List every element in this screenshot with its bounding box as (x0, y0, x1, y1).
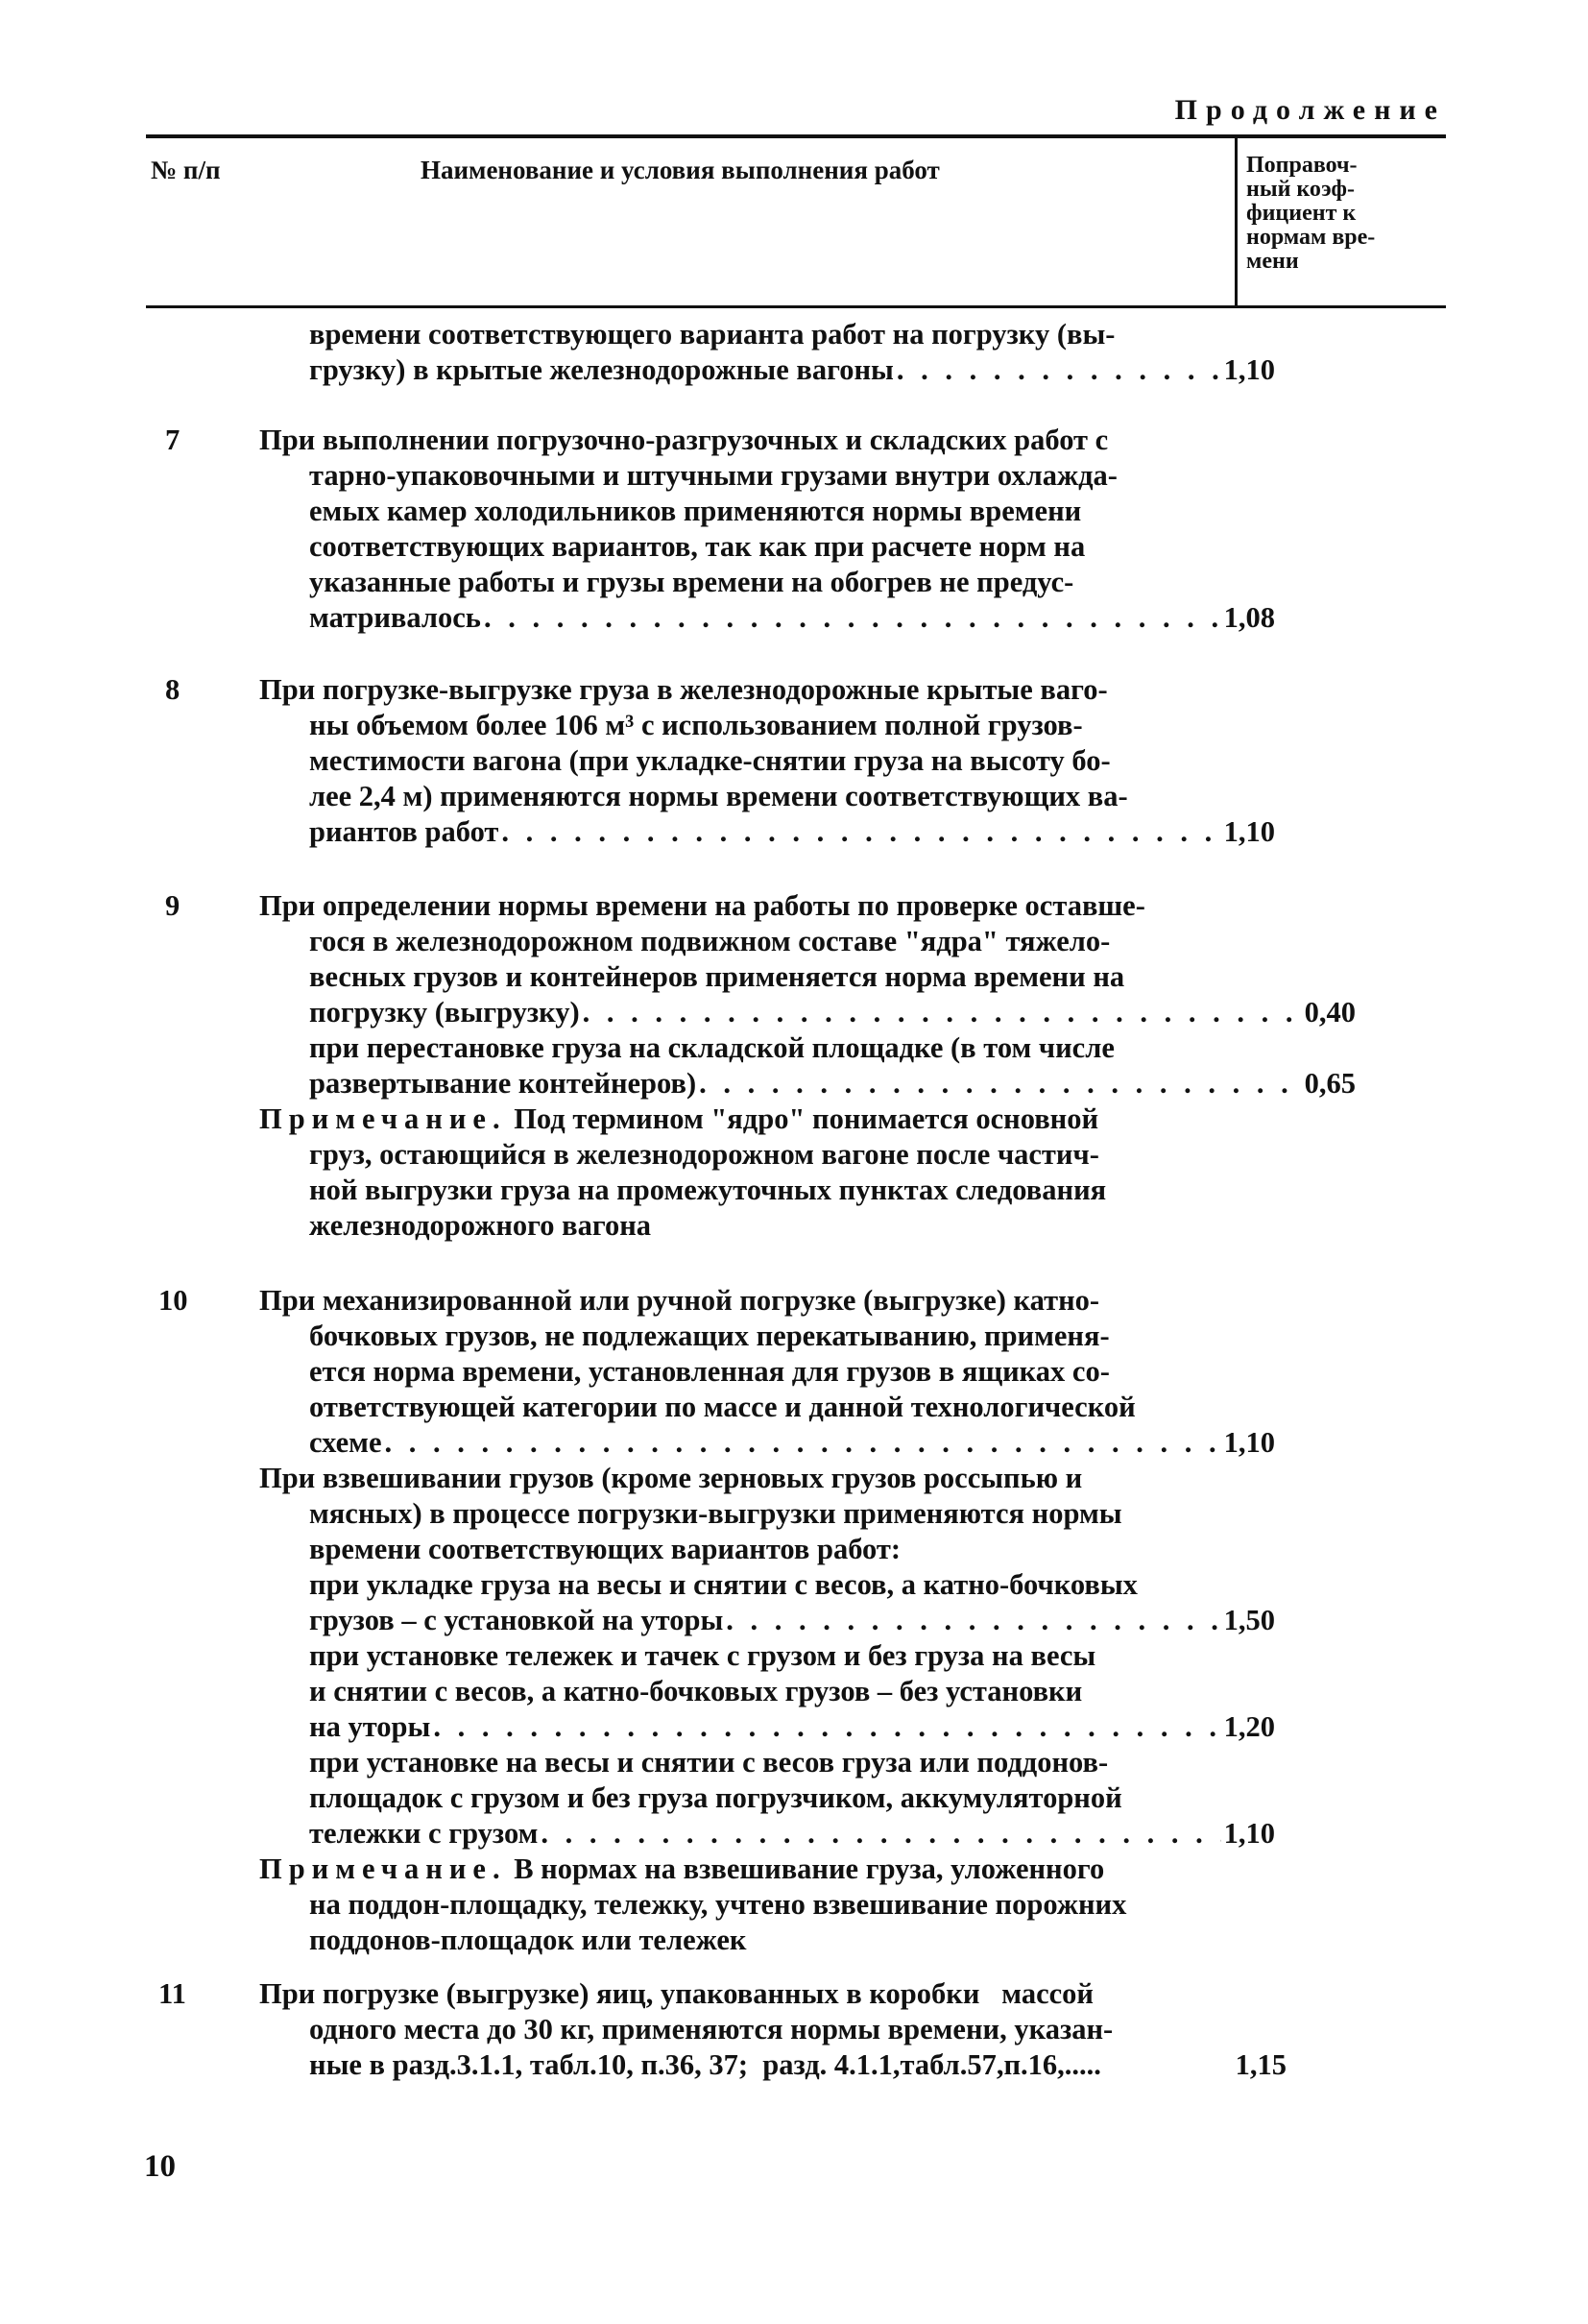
note-line: груз, остающийся в железнодорожном вагоне после частич- (309, 1138, 1099, 1171)
coefficient-value: 1,10 (1223, 1817, 1275, 1850)
row-text-line: тарно-упаковочными и штучными грузами внутри охлажда- (309, 459, 1118, 492)
row-text-line: при установке тележек и тачек с грузом и без груза на весы (309, 1639, 1096, 1672)
row-text-line: одного места до 30 кг, применяются нормы времени, указан- (309, 2013, 1114, 2046)
leader-text: грузку) в крытые железнодорожные вагоны (309, 353, 894, 386)
note-first-line (259, 1852, 1277, 1887)
row-leader-line (259, 1816, 1275, 1852)
row-text-line: мясных) в процессе погрузки-выгрузки применяются нормы (309, 1497, 1122, 1530)
note-first-line (259, 1101, 1277, 1137)
note-line: ной выгрузки груза на промежуточных пунктах следования (309, 1174, 1107, 1206)
header-coef-line: Поправоч- (1246, 153, 1358, 178)
coefficient-value: 1,15 (1235, 2048, 1287, 2081)
note-text: Под термином "ядро" понимается основной (514, 1102, 1099, 1135)
row-text-line: и снятии с весов, а катно-бочковых грузов – без установки (309, 1675, 1083, 1707)
leader-text: тележки с грузом (309, 1817, 539, 1850)
row-text-line: при укладке груза на весы и снятии с весов, а катно-бочковых (309, 1568, 1138, 1601)
row-text-line: При механизированной или ручной погрузке (выгрузке) катно- (259, 1284, 1100, 1317)
leader-dots (699, 1066, 1301, 1101)
table-top-rule (146, 134, 1446, 138)
header-coefficient-column (1246, 154, 1438, 274)
row-text-line: При взвешивании грузов (кроме зерновых грузов россыпью и (259, 1462, 1083, 1494)
leader-dots (726, 1603, 1220, 1638)
note-line: железнодорожного вагона (309, 1209, 652, 1242)
leader-text: развертывание контейнеров) (309, 1067, 697, 1100)
note-line: на поддон-площадку, тележку, учтено взвешивание порожних (309, 1888, 1127, 1921)
coefficient-value: 1,20 (1223, 1710, 1275, 1743)
leader-text: матривалось (309, 601, 481, 634)
leader-dots (501, 814, 1220, 850)
row-text-line: бочковых грузов, не подлежащих перекатыванию, применя- (309, 1319, 1110, 1352)
row-leader-line (259, 995, 1356, 1030)
row-text-line: ется норма времени, установленная для грузов в ящиках со- (309, 1355, 1110, 1388)
row-leader-line (259, 814, 1275, 850)
table-header-rule (146, 305, 1446, 308)
header-coef-line: мени (1246, 249, 1299, 274)
continuation-label: Продолжение (1174, 94, 1446, 126)
leader-text: погрузку (выгрузку) (309, 996, 580, 1029)
header-column-separator (1235, 138, 1238, 305)
row-text-line: весных грузов и контейнеров применяется норма времени на (309, 960, 1125, 993)
row-text-line: емых камер холодильников применяются нормы времени (309, 495, 1082, 527)
row-text-line: ответствующей категории по массе и данной технологической (309, 1391, 1136, 1423)
header-name-column: Наименование и условия выполнения работ (421, 156, 940, 184)
leader-text: риантов работ (309, 815, 499, 848)
header-coef-line: ный коэф- (1246, 177, 1356, 202)
row-text-line: соответствующих вариантов, так как при расчете норм на (309, 530, 1086, 563)
coefficient-value: 0,40 (1304, 996, 1356, 1029)
leader-dots (897, 352, 1221, 388)
note-text: В нормах на взвешивание груза, уложенного (514, 1852, 1105, 1885)
row-text: ные в разд.3.1.1, табл.10, п.36, 37; разд. 4.1.1,табл.57,п.16,..... (309, 2048, 1101, 2081)
row-leader-line (259, 1603, 1275, 1638)
row-text-line: гося в железнодорожном подвижном составе "ядра" тяжело- (309, 925, 1111, 957)
row-number: 11 (158, 1977, 186, 2010)
page-number: 10 (144, 2149, 176, 2184)
row-text-line: При погрузке (выгрузке) яиц, упакованных в коробки массой (259, 1977, 1094, 2010)
row-text-line: При погрузке-выгрузке груза в железнодорожные крытые ваго- (259, 673, 1108, 706)
leader-text: грузов – с установкой на уторы (309, 1604, 724, 1636)
row-leader-line (259, 1425, 1275, 1461)
coefficient-value: 1,08 (1223, 601, 1275, 634)
coefficient-value: 0,65 (1304, 1067, 1356, 1100)
row-text-line: ны объемом более 106 м³ с использованием полной грузов- (309, 709, 1083, 741)
row-number: 7 (165, 424, 180, 456)
coefficient-value: 1,50 (1223, 1604, 1275, 1636)
coefficient-value: 1,10 (1223, 353, 1275, 386)
leader-dots (541, 1816, 1220, 1852)
row-text-line: при перестановке груза на складской площадке (в том числе (309, 1031, 1115, 1064)
row-text-line: при установке на весы и снятии с весов груза или поддонов- (309, 1746, 1109, 1779)
coefficient-value: 1,10 (1223, 1426, 1275, 1459)
row-leader-line (259, 1066, 1356, 1101)
leader-dots (384, 1425, 1220, 1461)
row-leader-line (309, 352, 1275, 388)
leader-dots (583, 995, 1302, 1030)
row-text-line: указанные работы и грузы времени на обогрев не предус- (309, 566, 1074, 598)
row-text-line: площадок с грузом и без груза погрузчиком, аккумуляторной (309, 1781, 1122, 1814)
leader-text: на уторы (309, 1710, 431, 1743)
note-line: поддонов-площадок или тележек (309, 1924, 747, 1956)
row-number: 10 (158, 1284, 188, 1317)
note-label: Примечание. (259, 1102, 507, 1135)
row-number: 9 (165, 889, 180, 922)
row-leader-line (259, 600, 1275, 636)
header-number-column: № п/п (151, 156, 221, 184)
row-text-line: лее 2,4 м) применяются нормы времени соответствующих ва- (309, 780, 1128, 812)
coefficient-value: 1,10 (1223, 815, 1275, 848)
row-text-line: времени соответствующих вариантов работ: (309, 1533, 902, 1565)
row-number: 8 (165, 673, 180, 706)
row-text-line: времени соответствующего варианта работ на погрузку (вы- (309, 318, 1116, 351)
row-text-line: местимости вагона (при укладке-снятии груза на высоту бо- (309, 744, 1111, 777)
row-text-line: При выполнении погрузочно-разгрузочных и складских работ с (259, 424, 1109, 456)
header-coef-line: фициент к (1246, 201, 1357, 226)
row-leader-line (259, 1709, 1275, 1745)
leader-dots (433, 1709, 1220, 1745)
row-last-line (259, 2047, 1287, 2083)
leader-dots (484, 600, 1221, 636)
leader-text: схеме (309, 1426, 382, 1459)
note-label: Примечание. (259, 1852, 507, 1885)
header-coef-line: нормам вре- (1246, 225, 1376, 250)
row-text-line: При определении нормы времени на работы по проверке оставше- (259, 889, 1145, 922)
